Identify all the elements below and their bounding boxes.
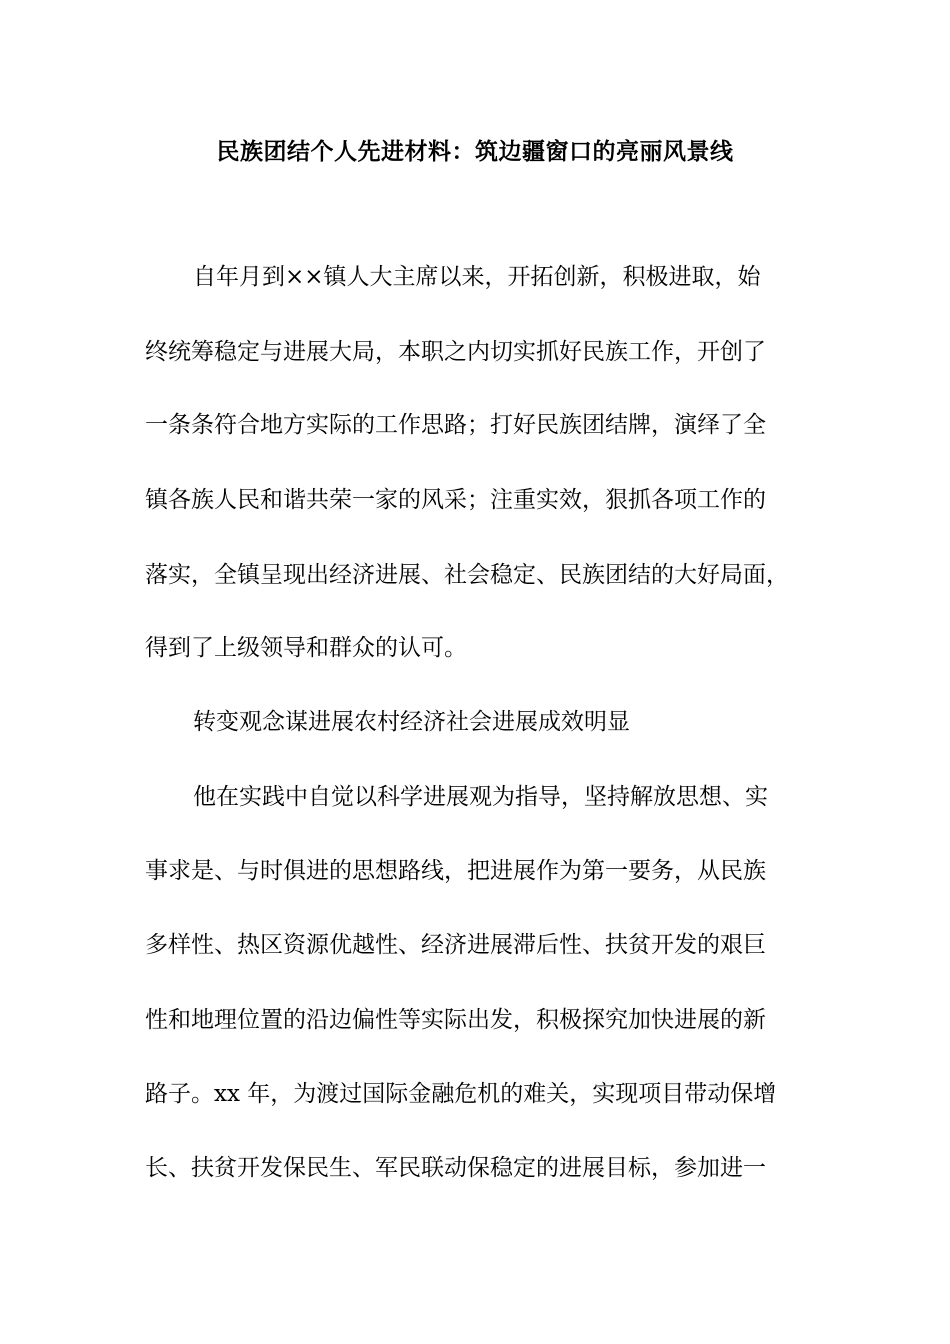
paragraph-line: 他在实践中自觉以科学进展观为指导，坚持解放思想、实 [193,784,768,810]
paragraph-line: 长、扶贫开发保民生、军民联动保稳定的进展目标，参加进一 [145,1155,766,1181]
paragraph-line: 多样性、热区资源优越性、经济进展滞后性、扶贫开发的艰巨 [145,932,766,958]
paragraph-line: 落实，全镇呈现出经济进展、社会稳定、民族团结的大好局面， [145,562,789,588]
paragraph-line: 性和地理位置的沿边偏性等实际出发，积极探究加快进展的新 [145,1007,766,1033]
paragraph-line: 终统筹稳定与进展大局，本职之内切实抓好民族工作，开创了 [145,339,766,365]
section-heading: 转变观念谋进展农村经济社会进展成效明显 [193,709,630,735]
paragraph-line: 得到了上级领导和群众的认可。 [145,635,467,661]
paragraph-line: 路子。xx 年，为渡过国际金融危机的难关，实现项目带动保增 [145,1081,777,1107]
paragraph-line: 一条条符合地方实际的工作思路；打好民族团结牌，演绎了全 [145,412,766,438]
paragraph-line: 镇各族人民和谐共荣一家的风采；注重实效，狠抓各项工作的 [145,487,766,513]
paragraph-line: 事求是、与时俱进的思想路线，把进展作为第一要务，从民族 [145,858,766,884]
document-title: 民族团结个人先进材料：筑边疆窗口的亮丽风景线 [216,138,734,165]
paragraph-line: 自年月到××镇人大主席以来，开拓创新，积极进取，始 [193,264,761,290]
